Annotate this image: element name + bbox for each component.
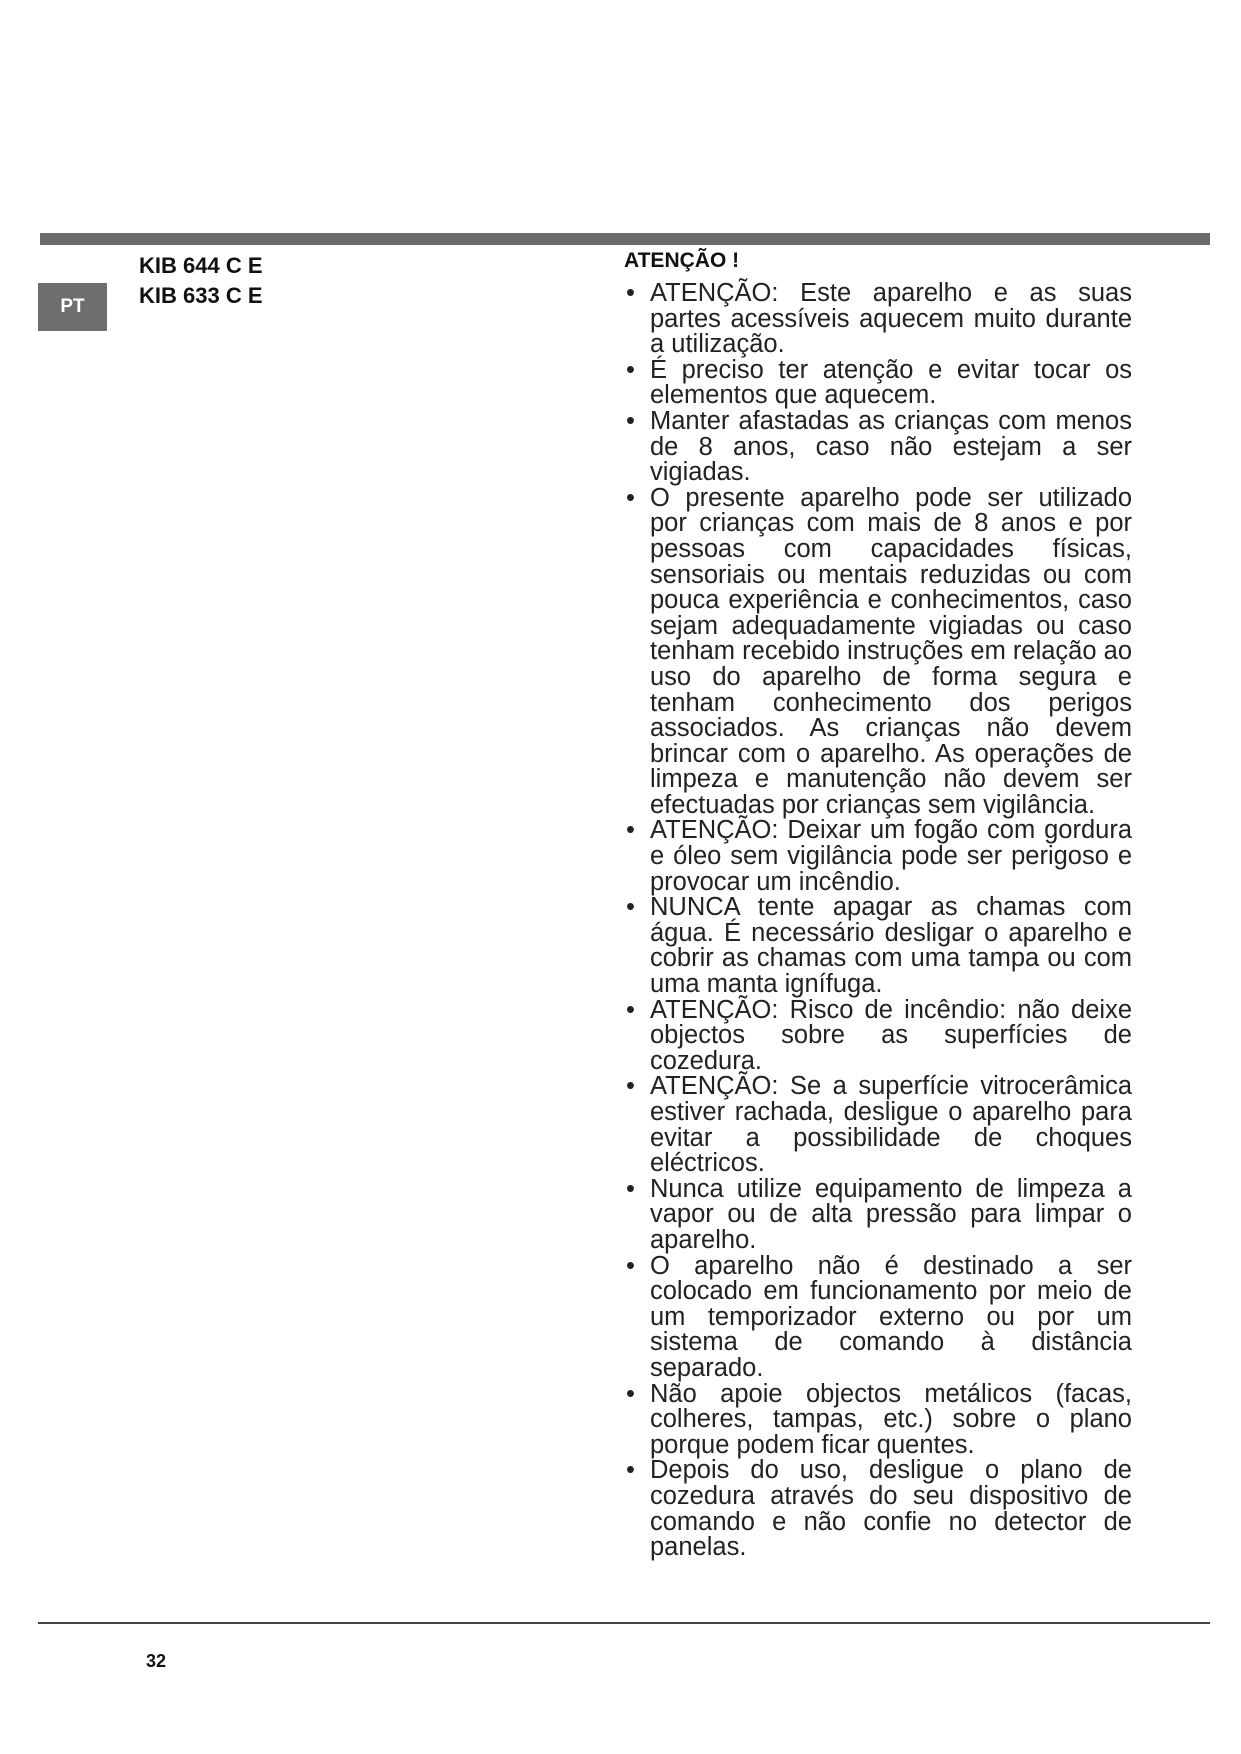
page-number: 32 [146,1651,167,1671]
model-list [139,251,263,311]
warning-item: • O aparelho não é destinado a ser colocado em funcionamento por meio de um temporizador externo ou por um sistema de comando à distância separado. [624,1254,1132,1382]
warning-item: • Nunca utilize equipamento de limpeza a vapor ou de alta pressão para limpar o aparelho. [624,1177,1132,1254]
language-tab: PT [38,283,107,331]
warning-item: • Não apoie objectos metálicos (facas, colheres, tampas, etc.) sobre o plano porque podem ficar quentes. [624,1382,1132,1459]
warning-item: • ATENÇÃO: Deixar um fogão com gordura e óleo sem vigilância pode ser perigoso e provocar um incêndio. [624,818,1132,895]
model-name: KIB 633 C E [139,283,263,308]
warning-item: • Manter afastadas as crianças com menos de 8 anos, caso não estejam a ser vigiadas. [624,409,1132,486]
warning-item: • Depois do uso, desligue o plano de cozedura através do seu dispositivo de comando e não confie no detector de panelas. [624,1458,1132,1560]
warning-item: • ATENÇÃO: Se a superfície vitrocerâmica estiver rachada, desligue o aparelho para evitar a possibilidade de choques eléctricos. [624,1074,1132,1176]
warning-item: • É preciso ter atenção e evitar tocar os elementos que aquecem. [624,358,1132,409]
footer-rule [38,1622,1210,1624]
warning-item: • NUNCA tente apagar as chamas com água. É necessário desligar o aparelho e cobrir as chamas com uma tampa ou com uma manta ignífuga. [624,895,1132,997]
warning-item: • ATENÇÃO: Este aparelho e as suas partes acessíveis aquecem muito durante a utilização. [624,281,1132,358]
model-name: KIB 644 C E [139,253,263,278]
warning-title: ATENÇÃO ! [624,249,740,272]
warning-item: • ATENÇÃO: Risco de incêndio: não deixe objectos sobre as superfícies de cozedura. [624,998,1132,1075]
header-rule [40,233,1210,245]
warning-list [624,281,1132,1561]
warning-item: • O presente aparelho pode ser utilizado por crianças com mais de 8 anos e por pessoas com capacidades físicas, sensoriais ou mentais reduzidas ou com pouca experiência e conhecimentos, caso sejam adequadamente vigiadas ou caso tenham recebido instruções em relação ao uso do aparelho de forma segura e tenham conhecimento dos perigos associados. As crianças não devem brincar com o aparelho. As operações de limpeza e manutenção não devem ser efectuadas por crianças sem vigilância. [624,486,1132,819]
